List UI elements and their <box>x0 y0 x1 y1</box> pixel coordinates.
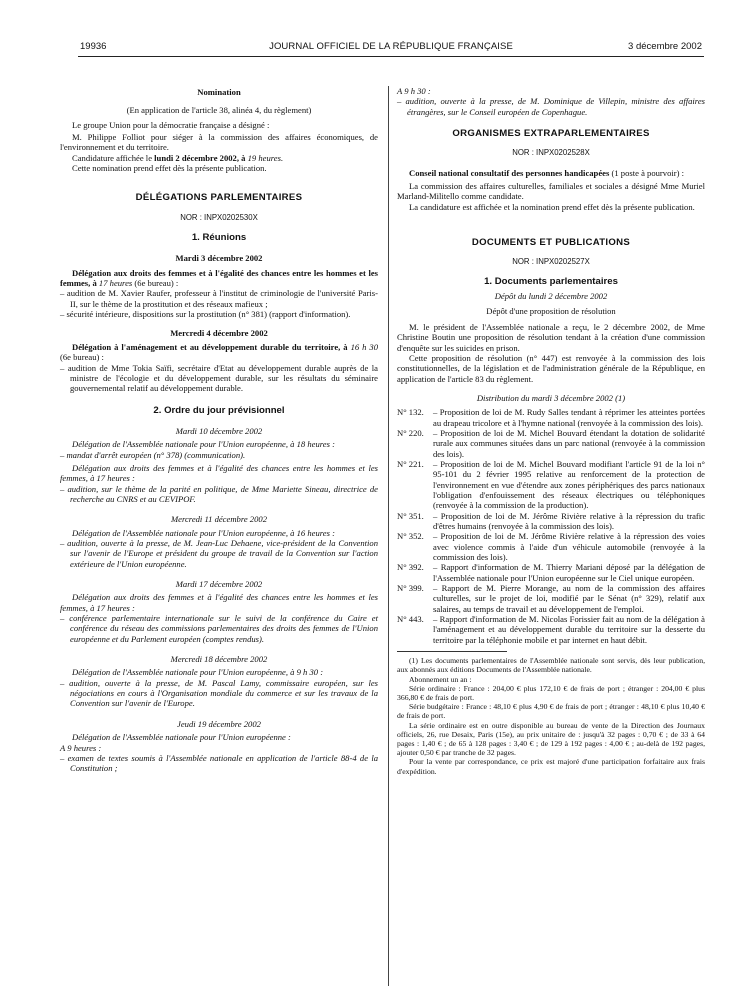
odj-d5-p3: A 9 h 30 : <box>397 86 431 96</box>
item-number: N° 351. <box>397 510 424 521</box>
item-number: N° 221. <box>397 458 424 469</box>
odj-d1-p2: Délégation aux droits des femmes et à l'égalité des chances entre les hommes et les femmes, à 17 heures : <box>60 462 378 484</box>
item-number: N° 352. <box>397 531 424 542</box>
footnote-4: Série budgétaire : France : 48,10 € plus 4,90 € de frais de port ; étranger : 48,10 € plus 10,40 € de frais de port. <box>397 702 705 721</box>
list-item <box>397 407 705 428</box>
day2-delegation <box>60 342 378 363</box>
nomination-p3-c: 19 heures. <box>247 152 284 163</box>
column-divider <box>388 86 389 986</box>
day2-deleg-bold: Délégation à l'aménagement et au développement durable du territoire, à <box>72 341 348 352</box>
odj-d3-date: Mardi 17 décembre 2002 <box>175 579 263 590</box>
item-text: – Proposition de loi de M. Michel Bouvard étendant la dotation de solidarité rurale aux communes situées dans un parc national (renvoyée à la commission des lois). <box>433 427 705 459</box>
day1-deleg-time: 17 heures <box>98 278 133 289</box>
day1-deleg-rest: (6e bureau) : <box>134 278 179 289</box>
organismes-ref: NOR : INPX0202528X <box>512 148 590 158</box>
distribution-date: Distribution du mardi 3 décembre 2002 (1) <box>476 392 626 403</box>
odj-d4-i1: – audition, ouverte à la presse, de M. Pascal Lamy, commissaire européen, sur les négociations en cours à l'Organisation mondiale du commerce et sur les travaux de la Convention sur l'avenir de l'Europe. <box>60 677 378 709</box>
footnote-rule <box>397 651 507 652</box>
nomination-p2: M. Philippe Folliot pour siéger à la commission des affaires économiques, de l'environnement et du territoire. <box>60 132 378 153</box>
page-number: 19936 <box>80 41 107 52</box>
documents-sub: 1. Documents parlementaires <box>484 275 618 287</box>
list-item <box>397 562 705 583</box>
distribution-list <box>397 407 705 645</box>
left-column <box>60 86 378 774</box>
depot-title: Dépôt d'une proposition de résolution <box>486 306 616 317</box>
list-item <box>397 614 705 645</box>
item-number: N° 392. <box>397 562 424 573</box>
odj-d3-i1: – conférence parlementaire internationale sur le suivi de la conférence du Caire et conférence du réseau des commissions parlementaires des droits des femmes de l'Union européenne et du Parlement européen (comptes rendus). <box>60 613 378 644</box>
footnote-5: La série ordinaire est en outre disponible au bureau de vente de la Direction des Journaux officiels, 26, rue Desaix, Paris (15e), au prix unitaire de : jusqu'à 32 pages : 0,70 € ; de 33 à 64 pages : 1,40 € ; de 65 à 128 pages : 3,40 € ; de 129 à 192 pages : 4,00 € ; au-delà de 192 pages, ajouter 0,50 € par tranche de 32 pages. <box>397 720 705 758</box>
header-date: 3 décembre 2002 <box>628 41 702 52</box>
item-number: N° 220. <box>397 427 424 438</box>
nomination-heading: Nomination <box>197 87 241 97</box>
item-number: N° 443. <box>397 614 424 625</box>
nomination-p3-b: lundi 2 décembre 2002, à <box>154 152 246 163</box>
footnote <box>397 656 705 776</box>
odj-d1-p1: Délégation de l'Assemblée nationale pour l'Union européenne, à 18 heures : <box>72 439 335 450</box>
odj-d1-i2: – audition, sur le thème de la parité en politique, de Mme Mariette Sineau, directrice de recherche au CNRS et au CEVIPOF. <box>60 483 378 504</box>
odj-title: 2. Ordre du jour prévisionnel <box>153 404 285 416</box>
odj-d4-p1: Délégation de l'Assemblée nationale pour l'Union européenne, à 9 h 30 : <box>72 667 324 678</box>
odj-d3-p1: Délégation aux droits des femmes et à l'égalité des chances entre les hommes et les femmes, à 17 heures : <box>60 592 378 613</box>
odj-d5-i1: – examen de textes soumis à l'Assemblée nationale en application de l'article 88-4 de la Constitution ; <box>60 752 378 774</box>
documents-heading: DOCUMENTS ET PUBLICATIONS <box>471 237 631 249</box>
odj-d2-p1: Délégation de l'Assemblée nationale pour l'Union européenne, à 16 heures : <box>72 527 335 538</box>
odj-d2-date: Mercredi 11 décembre 2002 <box>170 514 267 525</box>
header-rule <box>78 56 704 57</box>
nomination-p3-a: Candidature affichée le <box>72 152 153 163</box>
odj-d1-i1: – mandat d'arrêt européen (n° 378) (communication). <box>60 449 246 460</box>
list-item <box>397 531 705 562</box>
item-text: – Proposition de loi de M. Jérôme Rivière relative à la répression du trafic d'êtres humains (renvoyée à la commission des lois). <box>433 510 705 531</box>
item-number: N° 132. <box>397 407 424 418</box>
day2-deleg-time: 16 h 30 <box>350 341 378 352</box>
footnote-1: (1) Les documents parlementaires de l'Assemblée nationale sont servis, dès leur publication, aux abonnés aux éditions Documents de l'Assemblée nationale. <box>397 656 705 675</box>
organismes-p2: La commission des affaires culturelles, familiales et sociales a désigné Mme Muriel Marland-Militello comme candidate. <box>397 181 705 202</box>
nomination-application: (En application de l'article 38, alinéa 4, du règlement) <box>126 105 312 116</box>
organismes-p1-bold: Conseil national consultatif des personnes handicapées <box>409 167 610 178</box>
organismes-p1-rest: (1 poste à pourvoir) : <box>611 167 685 178</box>
documents-p2: Cette proposition de résolution (n° 447) est renvoyée à la commission des lois constitutionnelles, de la législation et de l'administration générale de la République, en application de l'article 83 du règlement. <box>397 352 705 384</box>
item-text: – Proposition de loi de M. Michel Bouvard modifiant l'article 91 de la loi n° 95-101 du 2 février 1995 relative au renforcement de la protection de l'environnement en vue d'étendre aux zones périphériques des parcs nationaux l'obligation d'enfouissement des réseaux électriques ou téléphoniques (renvoyée à la commission de la production). <box>433 458 705 511</box>
day2-item1: – audition de Mme Tokia Saïfi, secrétaire d'Etat au développement durable auprès de la ministre de l'écologie et du développement durable, sur les résultats du séminaire gouvernemental relatif au développement durable. <box>60 362 378 394</box>
page-header <box>80 41 702 55</box>
footnote-2: Abonnement un an : <box>409 674 472 684</box>
day1-deleg-bold: Délégation aux droits des femmes et à l'égalité des chances entre les hommes et les femmes, à <box>60 267 378 289</box>
odj-d1-date: Mardi 10 décembre 2002 <box>175 425 263 436</box>
item-text: – Rapport de M. Pierre Morange, au nom de la commission des affaires culturelles, sur le projet de loi, modifié par le Sénat (n° 329), relatif aux salaires, au temps de travail et au développement de l'emploi. <box>433 583 705 614</box>
odj-d5-p1: Délégation de l'Assemblée nationale pour l'Union européenne : <box>72 732 291 743</box>
day1-delegation <box>60 268 378 289</box>
organismes-p3: La candidature est affichée et la nomination prend effet dès la présente publication. <box>409 201 695 212</box>
footnote-6: Pour la vente par correspondance, ce prix est majoré d'une participation forfaitaire aux frais d'expédition. <box>397 757 705 776</box>
odj-d4-date: Mercredi 18 décembre 2002 <box>170 654 268 665</box>
depot-date: Dépôt du lundi 2 décembre 2002 <box>494 291 608 302</box>
footnote-3: Série ordinaire : France : 204,00 € plus 172,10 € de frais de port ; étranger : 204,00 € plus 366,80 € de frais de port. <box>397 683 705 702</box>
odj-d2-i1: – audition, ouverte à la presse, de M. Jean-Luc Dehaene, vice-président de la Convention sur l'avenir de l'Europe et président du groupe de travail de la Convention sur l'action extérieure de l'Union européenne. <box>60 538 378 569</box>
delegations-heading: DÉLÉGATIONS PARLEMENTAIRES <box>135 192 303 204</box>
day2-date: Mercredi 4 décembre 2002 <box>170 327 268 338</box>
odj-d5-p2: A 9 heures : <box>60 742 102 753</box>
day2-deleg-rest: (6e bureau) : <box>60 352 104 363</box>
nomination-p3 <box>60 153 378 163</box>
delegations-ref: NOR : INPX0202530X <box>180 212 258 222</box>
odj-d5-i2: – audition, ouverte à la presse, de M. Dominique de Villepin, ministre des affaires étrangères, sur le Conseil européen de Copenhague. <box>397 96 705 117</box>
item-text: – Proposition de loi de M. Jérôme Rivière relative à la répression des voies avec violence commis à l'aide d'un véhicule automobile (renvoyée à la commission des lois). <box>433 531 705 563</box>
item-text: – Rapport d'information de M. Nicolas Forissier fait au nom de la délégation à l'aménagement et au développement durable du territoire sur la desserte du territoire par la téléphonie mobile et par internet en haut débit. <box>433 614 705 645</box>
documents-ref: NOR : INPX0202527X <box>512 257 590 267</box>
list-item <box>397 459 705 511</box>
item-text: – Proposition de loi de M. Rudy Salles tendant à réprimer les atteintes portées au drapeau tricolore et à l'hymne national (renvoyée à la commission des lois). <box>433 407 705 428</box>
day1-item1: – audition de M. Xavier Raufer, professeur à l'institut de criminologie de l'université Paris-II, sur le thème de la prostitution et des réseaux mafieux ; <box>60 288 378 309</box>
organismes-p1 <box>397 168 705 178</box>
item-text: – Rapport d'information de M. Thierry Mariani déposé par la délégation de l'Assemblée nationale pour l'Union européenne sur le Ciel unique européen. <box>433 562 705 583</box>
list-item <box>397 583 705 614</box>
nomination-p1: Le groupe Union pour la démocratie française a désigné : <box>72 119 270 130</box>
organismes-heading: ORGANISMES EXTRAPARLEMENTAIRES <box>452 128 650 140</box>
list-item <box>397 511 705 532</box>
nomination-p4: Cette nomination prend effet dès la présente publication. <box>72 163 267 174</box>
list-item <box>397 428 705 459</box>
odj-d5-date: Jeudi 19 décembre 2002 <box>177 718 261 729</box>
journal-title: JOURNAL OFFICIEL DE LA RÉPUBLIQUE FRANÇAISE <box>269 41 513 52</box>
day1-date: Mardi 3 décembre 2002 <box>175 253 263 264</box>
item-number: N° 399. <box>397 583 424 594</box>
documents-p1: M. le président de l'Assemblée nationale a reçu, le 2 décembre 2002, de Mme Christine Boutin une proposition de résolution tendant à la création d'une commission d'enquête sur les suicides en prison. <box>397 321 705 353</box>
day1-item2: – sécurité intérieure, dispositions sur la prostitution (n° 381) (rapport d'information). <box>60 309 351 320</box>
reunions-title: 1. Réunions <box>191 232 247 244</box>
right-column <box>397 86 705 776</box>
